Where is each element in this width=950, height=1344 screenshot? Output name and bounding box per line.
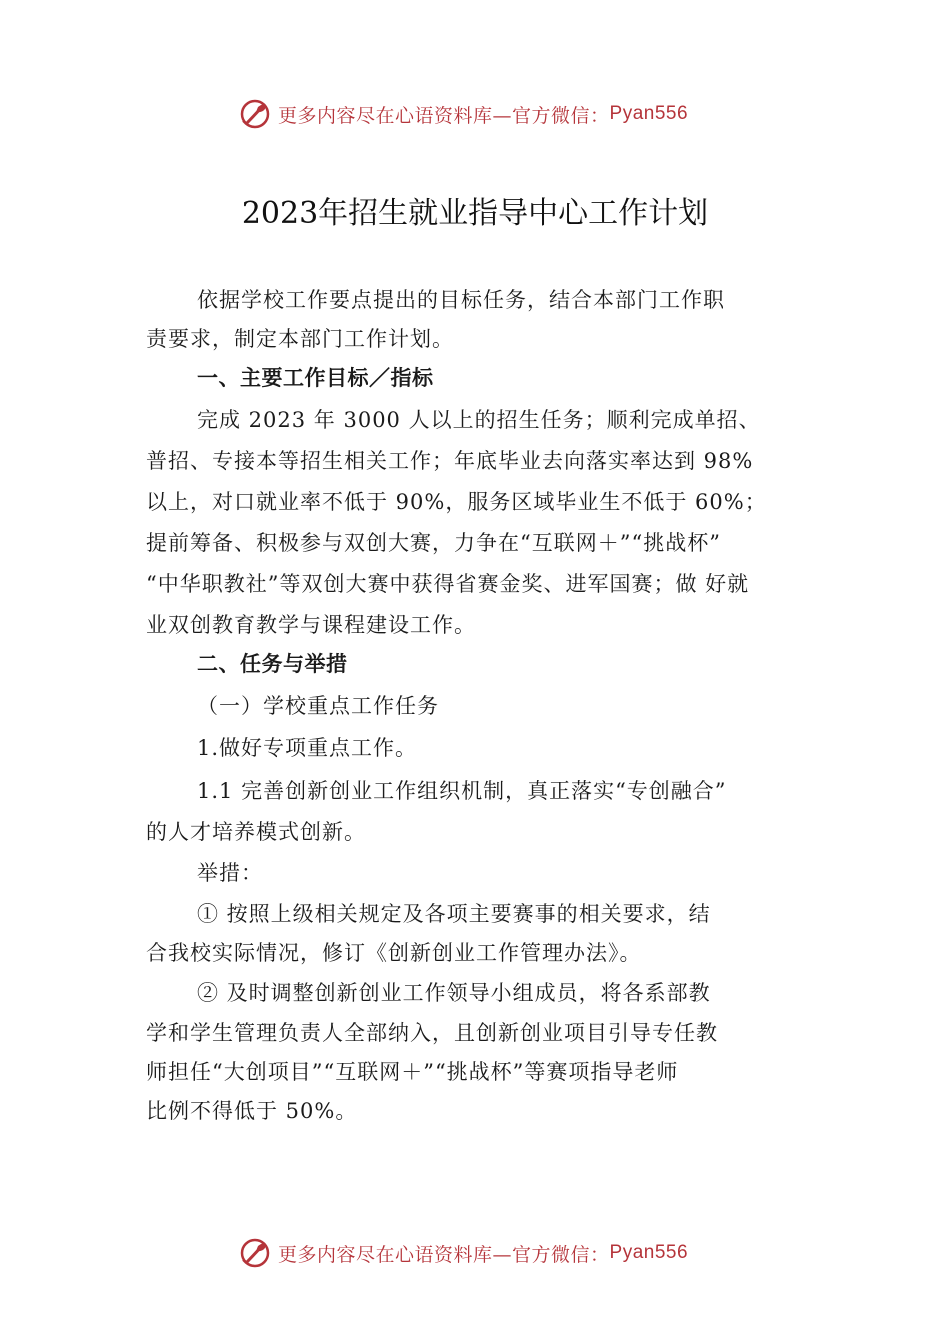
watermark-banner-top [0, 94, 950, 134]
paragraph-line: 责要求，制定本部门工作计划。 [146, 327, 454, 351]
paragraph-line: 学和学生管理负责人全部纳入，且创新创业项目引导专任教 [146, 1021, 718, 1045]
paragraph-line: 依据学校工作要点提出的目标任务，结合本部门工作职 [197, 288, 725, 312]
paragraph-line: ① 按照上级相关规定及各项主要赛事的相关要求，结 [197, 902, 711, 926]
watermark-wechat-id: Pyan556 [609, 103, 689, 124]
section-heading: 二、任务与举措 [197, 652, 348, 676]
paragraph-line: 业双创教育教学与课程建设工作。 [146, 613, 476, 637]
paragraph-line: ② 及时调整创新创业工作领导小组成员，将各系部教 [197, 981, 711, 1005]
paragraph-line: “中华职教社”等双创大赛中获得省赛金奖、进军国赛；做 好就 [146, 572, 750, 596]
paragraph-line: 举措： [197, 861, 263, 885]
paragraph-line: 以上，对口就业率不低于 90%，服务区域毕业生不低于 60%； [146, 490, 767, 514]
paragraph-line: 完成 2023 年 3000 人以上的招生任务；顺利完成单招、 [197, 408, 761, 432]
watermark-text: 更多内容尽在心语资料库—官方微信： [278, 1243, 610, 1266]
paragraph-line: 的人才培养模式创新。 [146, 820, 366, 844]
section-heading: 一、主要工作目标／指标 [197, 366, 434, 390]
paragraph-line: 提前筹备、积极参与双创大赛，力争在“互联网＋”“挑战杯” [146, 531, 721, 555]
paragraph-line: 合我校实际情况，修订《创新创业工作管理办法》。 [146, 941, 642, 965]
paragraph-line: 1.1 完善创新创业工作组织机制，真正落实“专创融合” [197, 779, 727, 803]
watermark-wechat-id: Pyan556 [609, 1242, 689, 1263]
watermark-text: 更多内容尽在心语资料库—官方微信： [278, 104, 610, 127]
subsection-heading: （一）学校重点工作任务 [197, 694, 439, 718]
paragraph-line: 师担任“大创项目”“互联网＋”“挑战杯”等赛项指导老师 [146, 1060, 679, 1084]
watermark-banner-bottom [0, 1233, 950, 1273]
quill-logo-icon [238, 1236, 272, 1270]
document-title: 2023年招生就业指导中心工作计划 [241, 196, 709, 231]
paragraph-line: 1.做好专项重点工作。 [197, 736, 418, 760]
paragraph-line: 比例不得低于 50%。 [146, 1099, 358, 1123]
paragraph-line: 普招、专接本等招生相关工作；年底毕业去向落实率达到 98% [146, 449, 754, 473]
quill-logo-icon [238, 97, 272, 131]
